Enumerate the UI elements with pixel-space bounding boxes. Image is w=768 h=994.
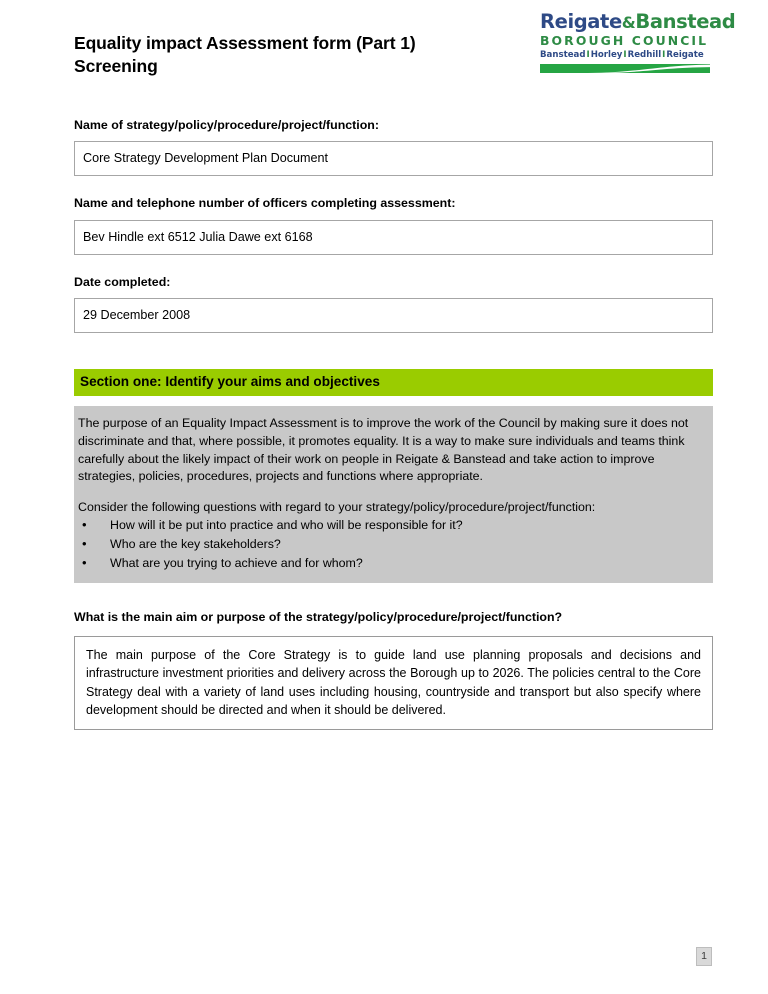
section-one-heading: Section one: Identify your aims and objectives bbox=[74, 369, 713, 396]
field-label-strategy-name: Name of strategy/policy/procedure/project/function: bbox=[74, 118, 379, 132]
guidance-question-list bbox=[78, 516, 703, 573]
logo-word-reigate: Reigate bbox=[540, 10, 622, 33]
page-number-field: 1 bbox=[696, 947, 712, 967]
guidance-paragraph-consider: Consider the following questions with regard to your strategy/policy/procedure/project/function: bbox=[78, 499, 596, 514]
list-item bbox=[78, 516, 703, 535]
question-label-main-aim: What is the main aim or purpose of the strategy/policy/procedure/project/function? bbox=[74, 609, 563, 624]
list-item bbox=[78, 535, 703, 554]
document-header bbox=[0, 0, 768, 98]
logo-separator-3: I bbox=[662, 49, 666, 60]
logo-separator-2: I bbox=[623, 49, 627, 60]
field-value-officers[interactable]: Bev Hindle ext 6512 Julia Dawe ext 6168 bbox=[74, 220, 713, 255]
list-item-label: How will it be put into practice and who will be responsible for it? bbox=[110, 518, 463, 533]
bullet-icon: • bbox=[82, 517, 87, 533]
field-label-officers: Name and telephone number of officers completing assessment: bbox=[74, 196, 456, 211]
list-item-label: Who are the key stakeholders? bbox=[110, 537, 281, 552]
logo-town-horley: Horley bbox=[590, 49, 623, 60]
council-logo bbox=[540, 10, 736, 73]
page-footer bbox=[0, 946, 712, 967]
logo-ampersand: & bbox=[621, 13, 636, 32]
field-value-date-completed[interactable]: 29 December 2008 bbox=[74, 298, 713, 333]
bullet-icon: • bbox=[82, 536, 87, 552]
field-label-date-completed: Date completed: bbox=[74, 274, 171, 289]
logo-separator-1: I bbox=[586, 49, 590, 60]
bullet-icon: • bbox=[82, 555, 87, 571]
list-item bbox=[78, 554, 703, 573]
guidance-paragraph-purpose: The purpose of an Equality Impact Assessment is to improve the work of the Council by making sure it does not discriminate and that, where possible, it promotes equality. It is a way to make sure individuals and teams think carefully about the likely impact of their work on people in Reigate & Banstead and take action to improve strategies, policies, procedures, projects and functions where appropriate. bbox=[78, 416, 689, 484]
logo-swoosh-graphic bbox=[540, 64, 710, 73]
logo-town-redhill: Redhill bbox=[627, 49, 662, 60]
answer-field-main-aim[interactable]: The main purpose of the Core Strategy is to guide land use planning proposals and decisions and infrastructure investment priorities and delivery across the Borough up to 2026. The policies central to the Core Strategy deal with a variety of land uses including housing, countryside and transport but also specify where development should be directed and when it should be delivered. bbox=[74, 636, 713, 730]
logo-town-reigate: Reigate bbox=[666, 49, 704, 60]
field-value-strategy-name[interactable]: Core Strategy Development Plan Document bbox=[74, 141, 713, 176]
page-title-line-2: Screening bbox=[74, 56, 158, 77]
logo-town-banstead: Banstead bbox=[540, 49, 586, 60]
logo-towns-text bbox=[540, 50, 712, 61]
section-one-guidance-panel bbox=[74, 406, 713, 583]
logo-word-banstead: Banstead bbox=[635, 10, 736, 33]
page-title bbox=[74, 32, 494, 78]
page-title-line-1: Equality impact Assessment form (Part 1) bbox=[74, 33, 416, 53]
document-body bbox=[0, 117, 768, 730]
logo-primary-text bbox=[540, 10, 736, 33]
list-item-label: What are you trying to achieve and for whom? bbox=[110, 556, 363, 571]
logo-borough-council-text: BOROUGH COUNCIL bbox=[540, 33, 709, 49]
